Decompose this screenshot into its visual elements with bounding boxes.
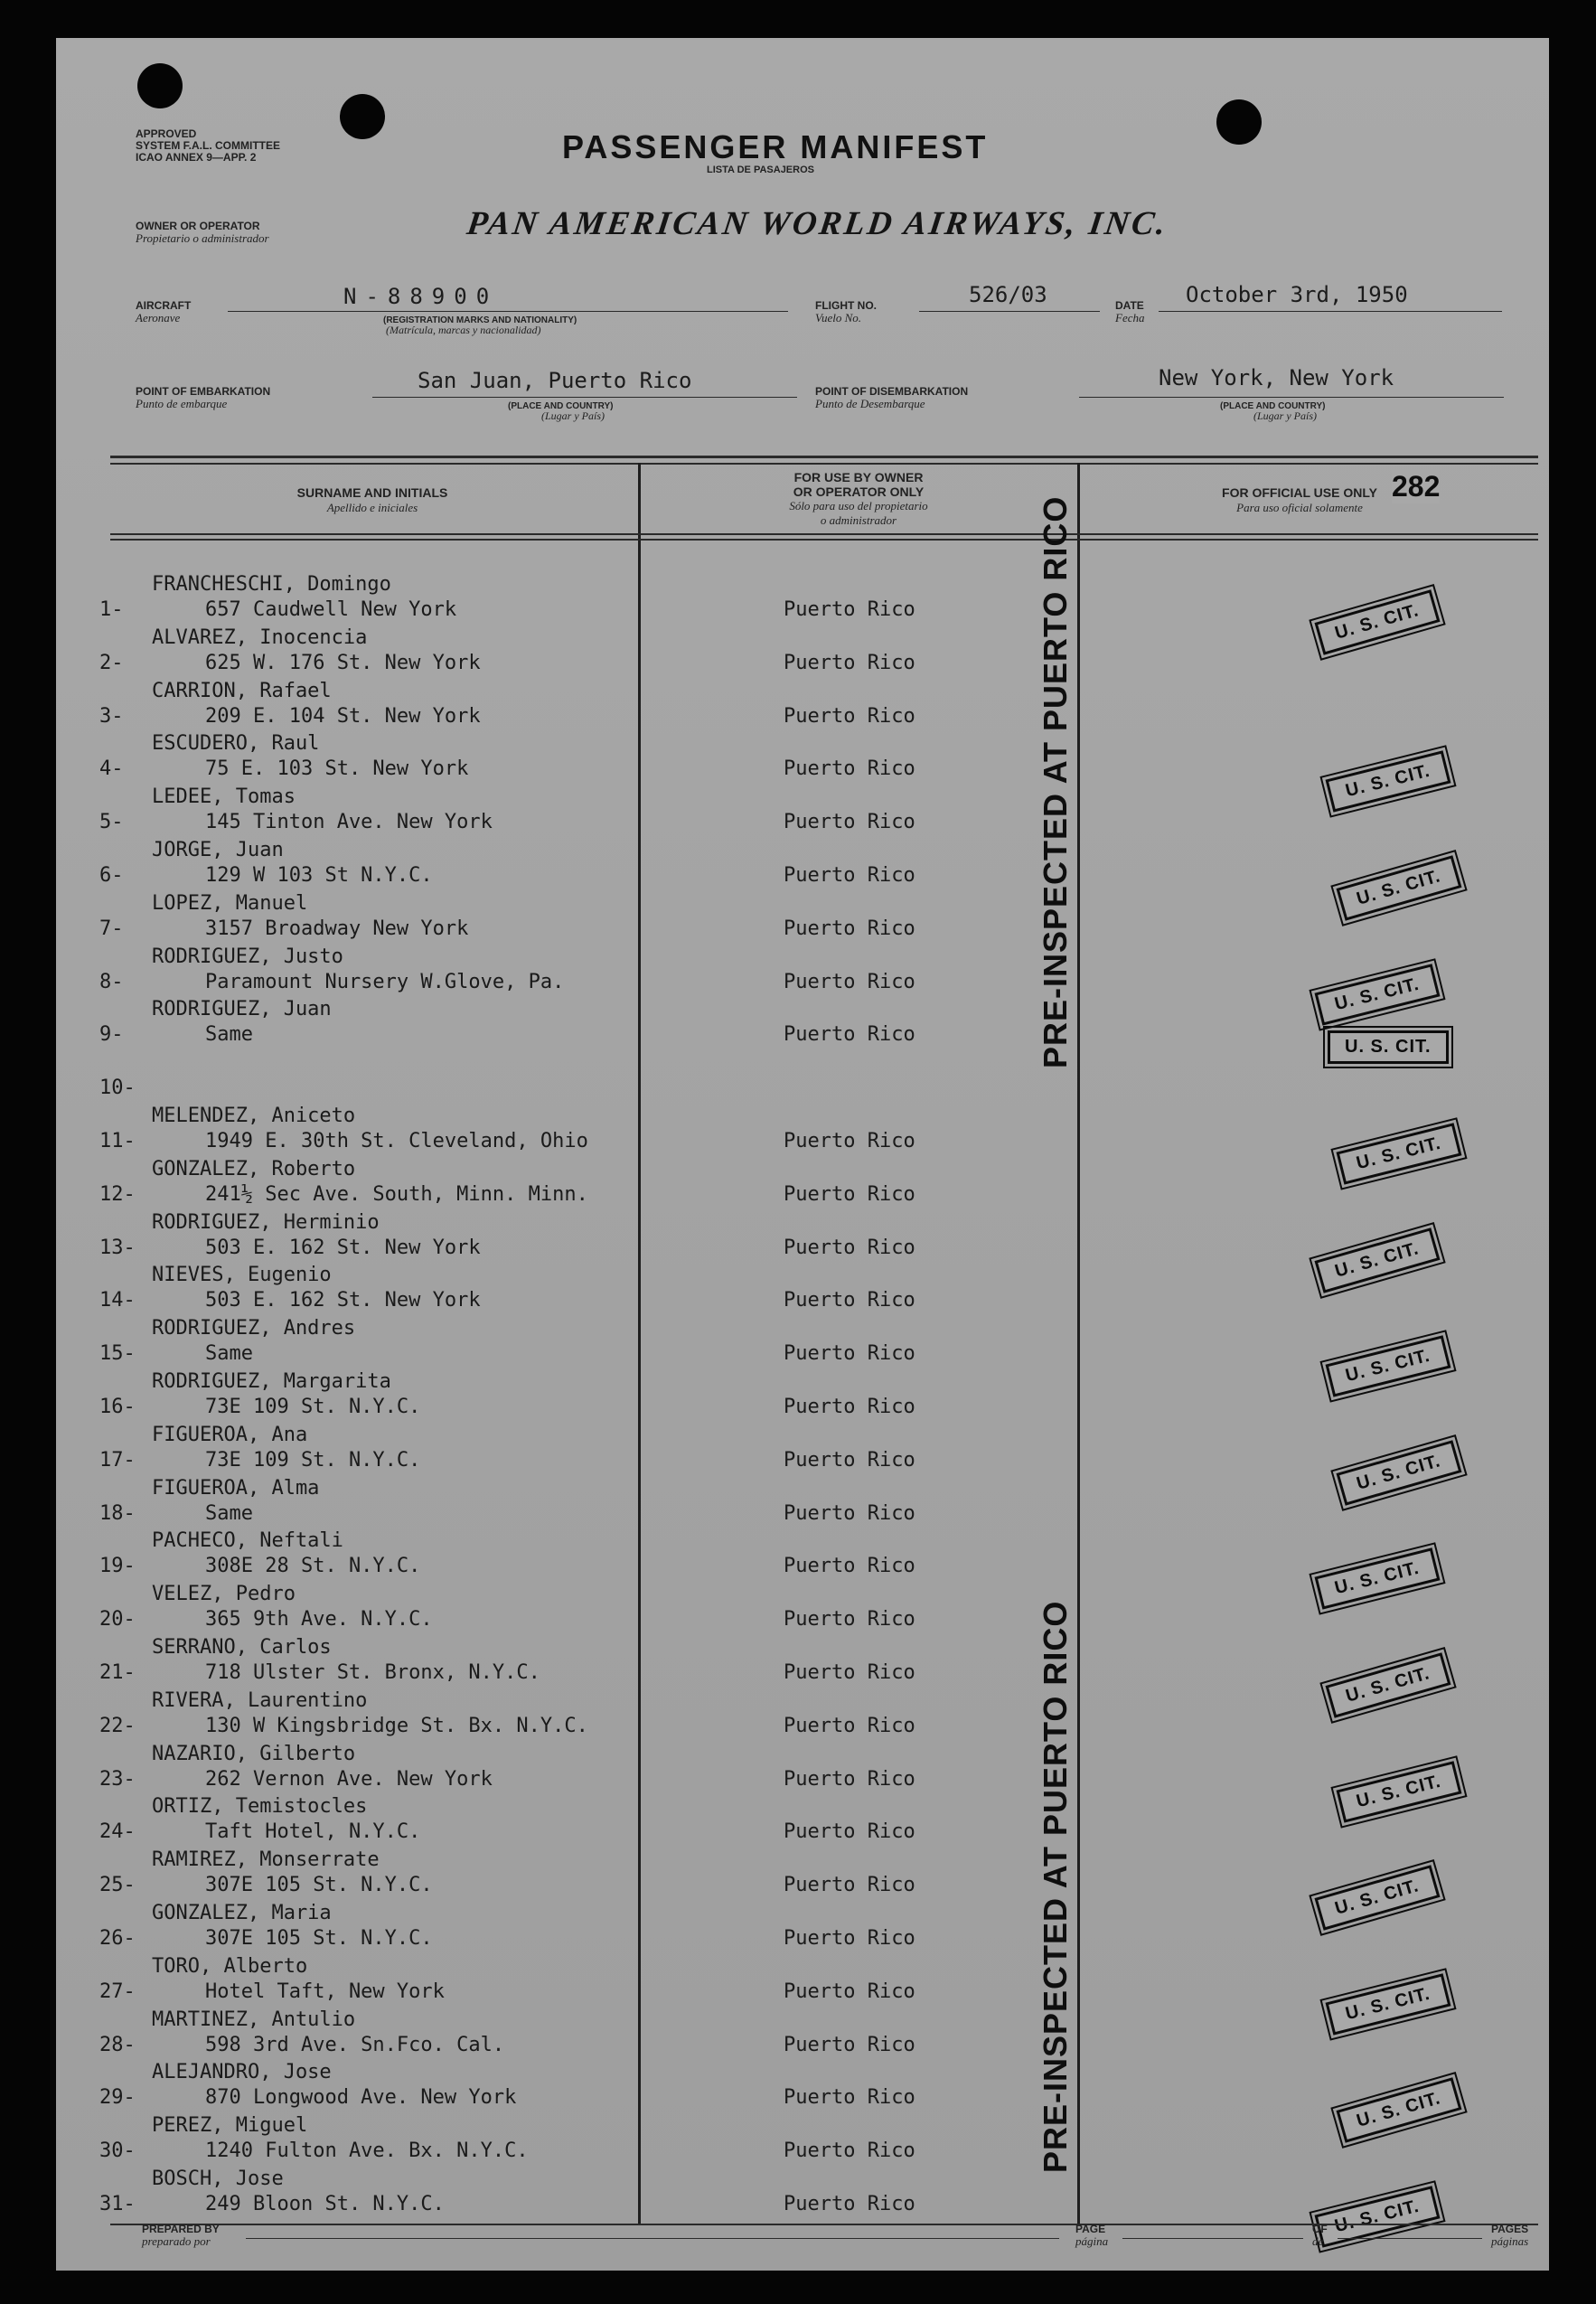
passenger-origin: Puerto Rico [784, 651, 915, 674]
row-number: 27- [99, 1980, 136, 2003]
passenger-origin: Puerto Rico [784, 1555, 915, 1578]
passenger-address: 657 Caudwell New York [205, 598, 457, 621]
column-divider [1077, 463, 1080, 2224]
place-note: (PLACE AND COUNTRY) [1220, 401, 1326, 411]
prepared-by-label-es: preparado por [142, 2234, 211, 2248]
row-number: 26- [99, 1927, 136, 1950]
passenger-origin: Puerto Rico [784, 1182, 915, 1206]
row-number: 18- [99, 1501, 136, 1525]
flight-label: FLIGHT NO. [815, 299, 877, 312]
owner-use-header-2: OR OPERATOR ONLY [793, 484, 925, 499]
passenger-name: GONZALEZ, Maria [152, 1902, 332, 1924]
passenger-name: ALVAREZ, Inocencia [152, 625, 368, 649]
passenger-name: RODRIGUEZ, Herminio [152, 1210, 380, 1234]
passenger-origin: Puerto Rico [784, 1714, 915, 1737]
owner-label-es: Propietario o administrador [136, 231, 269, 245]
us-citizen-stamp: U. S. CIT. [1326, 1336, 1451, 1397]
row-number: 6- [99, 864, 124, 887]
passenger-origin: Puerto Rico [784, 1661, 915, 1684]
us-citizen-stamp: U. S. CIT. [1336, 1440, 1461, 1505]
us-citizen-stamp: U. S. CIT. [1326, 751, 1451, 813]
passenger-address: 1949 E. 30th St. Cleveland, Ohio [205, 1130, 588, 1152]
pages-label: PAGES [1491, 2223, 1529, 2235]
passenger-address: 307E 105 St. N.Y.C. [205, 1927, 433, 1950]
row-number: 22- [99, 1714, 136, 1737]
passenger-address: Same [205, 1501, 253, 1525]
passenger-address: Same [205, 1342, 253, 1366]
place-note-es: (Lugar y País) [1253, 409, 1317, 422]
row-number: 13- [99, 1236, 136, 1259]
passenger-origin: Puerto Rico [784, 704, 915, 728]
us-citizen-stamp: U. S. CIT. [1314, 589, 1440, 654]
us-citizen-stamp: U. S. CIT. [1337, 1761, 1462, 1822]
passenger-origin: Puerto Rico [784, 1980, 915, 2003]
passenger-address: 3157 Broadway New York [205, 917, 469, 940]
us-citizen-stamp: U. S. CIT. [1336, 855, 1461, 920]
passenger-address: 130 W Kingsbridge St. Bx. N.Y.C. [205, 1714, 588, 1737]
passenger-origin: Puerto Rico [784, 1342, 915, 1366]
surname-column-header: SURNAME AND INITIALS [296, 485, 448, 500]
passenger-origin: Puerto Rico [784, 2193, 915, 2215]
passenger-name: JORGE, Juan [152, 839, 284, 861]
passenger-name: NIEVES, Eugenio [152, 1264, 332, 1287]
punch-hole [1216, 99, 1262, 145]
row-number: 24- [99, 1820, 136, 1844]
approval-line-2: SYSTEM F.A.L. COMMITTEE [136, 139, 281, 152]
passenger-origin: Puerto Rico [784, 917, 915, 940]
passenger-address: 241½ Sec Ave. South, Minn. Minn. [205, 1182, 588, 1206]
passenger-origin: Puerto Rico [784, 1767, 915, 1791]
flight-label-es: Vuelo No. [815, 311, 862, 324]
column-divider [638, 463, 641, 2224]
official-use-header-es: Para uso oficial solamente [1236, 501, 1363, 514]
row-number: 1- [99, 598, 124, 621]
row-number: 12- [99, 1182, 136, 1206]
passenger-address: 365 9th Ave. N.Y.C. [205, 1608, 433, 1632]
disembarkation-label: POINT OF DISEMBARKATION [815, 385, 969, 398]
row-number: 30- [99, 2139, 136, 2163]
passenger-name: BOSCH, Jose [152, 2168, 284, 2190]
passenger-origin: Puerto Rico [784, 1396, 915, 1418]
surname-column-header-es: Apellido e iniciales [326, 501, 418, 514]
row-number: 11- [99, 1130, 136, 1152]
passenger-origin: Puerto Rico [784, 2086, 915, 2110]
passenger-address: 209 E. 104 St. New York [205, 704, 481, 728]
us-citizen-stamp: U. S. CIT. [1328, 1030, 1449, 1064]
pre-inspected-stamp: PRE-INSPECTED AT PUERTO RICO [1037, 1600, 1074, 2173]
passenger-origin: Puerto Rico [784, 1023, 915, 1047]
row-number: 21- [99, 1661, 136, 1684]
passenger-origin: Puerto Rico [784, 1236, 915, 1259]
flight-number: 526/03 [969, 282, 1047, 307]
passenger-name: PACHECO, Neftali [152, 1529, 343, 1553]
of-label: OF [1312, 2223, 1328, 2235]
passenger-address: 598 3rd Ave. Sn.Fco. Cal. [205, 2033, 505, 2056]
passenger-address: 1240 Fulton Ave. Bx. N.Y.C. [205, 2139, 529, 2163]
table-top-rule [110, 456, 1538, 458]
us-citizen-stamp: U. S. CIT. [1314, 1227, 1440, 1293]
us-citizen-stamp: U. S. CIT. [1315, 964, 1441, 1025]
date-label: DATE [1115, 299, 1144, 312]
prepared-by-label: PREPARED BY [142, 2223, 220, 2235]
us-citizen-stamp: U. S. CIT. [1326, 1973, 1451, 2035]
passenger-name: TORO, Alberto [152, 1954, 308, 1978]
passenger-origin: Puerto Rico [784, 1874, 915, 1897]
us-citizen-stamp: U. S. CIT. [1315, 1548, 1441, 1610]
passenger-name: VELEZ, Pedro [152, 1583, 296, 1606]
row-number: 8- [99, 970, 124, 993]
row-number: 16- [99, 1396, 136, 1418]
passenger-origin: Puerto Rico [784, 1927, 915, 1950]
row-number: 5- [99, 811, 124, 834]
row-number: 15- [99, 1342, 136, 1366]
flight-date: October 3rd, 1950 [1186, 282, 1408, 307]
airline-name: PAN AMERICAN WORLD AIRWAYS, INC. [465, 205, 1171, 242]
passenger-name: ESCUDERO, Raul [152, 732, 320, 756]
of-label-es: de [1312, 2234, 1324, 2248]
passenger-address: 307E 105 St. N.Y.C. [205, 1874, 433, 1897]
punch-hole [137, 63, 183, 108]
passenger-address: 503 E. 162 St. New York [205, 1236, 481, 1259]
passenger-name: FIGUEROA, Ana [152, 1423, 308, 1446]
passenger-name: GONZALEZ, Roberto [152, 1157, 356, 1180]
us-citizen-stamp: U. S. CIT. [1336, 2078, 1461, 2143]
registration-note-es: (Matrícula, marcas y nacionalidad) [386, 324, 541, 336]
passenger-origin: Puerto Rico [784, 757, 915, 781]
passenger-name: FIGUEROA, Alma [152, 1476, 320, 1500]
row-number: 17- [99, 1448, 136, 1472]
pre-inspected-stamp: PRE-INSPECTED AT PUERTO RICO [1037, 495, 1074, 1068]
row-number: 20- [99, 1608, 136, 1632]
row-number: 28- [99, 2033, 136, 2056]
passenger-address: 145 Tinton Ave. New York [205, 811, 493, 834]
page-title: PASSENGER MANIFEST [562, 128, 989, 165]
approval-line-1: APPROVED [136, 127, 197, 140]
passenger-name: CARRION, Rafael [152, 679, 332, 702]
embarkation-label-es: Punto de embarque [136, 397, 228, 410]
page-label-es: página [1075, 2234, 1109, 2248]
us-citizen-stamp: U. S. CIT. [1315, 2186, 1441, 2247]
passenger-name: RODRIGUEZ, Juan [152, 998, 332, 1021]
aircraft-label: AIRCRAFT [136, 299, 192, 312]
passenger-name: MARTINEZ, Antulio [152, 2008, 356, 2031]
passenger-address: Paramount Nursery W.Glove, Pa. [205, 970, 565, 993]
passenger-address: 718 Ulster St. Bronx, N.Y.C. [205, 1661, 540, 1684]
owner-label: OWNER OR OPERATOR [136, 220, 260, 232]
row-number: 25- [99, 1874, 136, 1897]
passenger-origin: Puerto Rico [784, 970, 915, 993]
passenger-origin: Puerto Rico [784, 811, 915, 834]
page-subtitle: LISTA DE PASAJEROS [707, 165, 814, 175]
owner-use-header-es-1: Sólo para uso del propietario [789, 499, 928, 513]
pages-label-es: páginas [1491, 2234, 1529, 2248]
passenger-address: 75 E. 103 St. New York [205, 757, 469, 781]
passenger-address: 308E 28 St. N.Y.C. [205, 1555, 421, 1578]
passenger-origin: Puerto Rico [784, 2033, 915, 2056]
embarkation-label: POINT OF EMBARKATION [136, 385, 271, 398]
registration-note: (REGISTRATION MARKS AND NATIONALITY) [383, 315, 577, 325]
owner-use-header-1: FOR USE BY OWNER [793, 470, 924, 484]
passenger-address: Taft Hotel, N.Y.C. [205, 1820, 421, 1844]
aircraft-registration: N-88900 [343, 284, 499, 309]
passenger-origin: Puerto Rico [784, 1448, 915, 1472]
approval-line-3: ICAO ANNEX 9—APP. 2 [136, 151, 257, 164]
row-number: 4- [99, 757, 124, 781]
passenger-origin: Puerto Rico [784, 864, 915, 887]
passenger-origin: Puerto Rico [784, 1289, 915, 1312]
row-number: 7- [99, 917, 124, 940]
row-number: 31- [99, 2193, 136, 2215]
passenger-name: FRANCHESCHI, Domingo [152, 573, 391, 596]
official-use-header: FOR OFFICIAL USE ONLY [1222, 485, 1377, 500]
row-number: 14- [99, 1289, 136, 1312]
passenger-address: 262 Vernon Ave. New York [205, 1767, 493, 1791]
passenger-name: RODRIGUEZ, Margarita [152, 1370, 391, 1393]
row-number: 19- [99, 1555, 136, 1578]
passenger-name: RODRIGUEZ, Justo [152, 945, 343, 968]
passenger-origin: Puerto Rico [784, 1130, 915, 1152]
row-number: 3- [99, 704, 124, 728]
passenger-origin: Puerto Rico [784, 598, 915, 621]
passenger-name: ALEJANDRO, Jose [152, 2061, 332, 2084]
passenger-address: 503 E. 162 St. New York [205, 1289, 481, 1312]
passenger-origin: Puerto Rico [784, 2139, 915, 2163]
us-citizen-stamp: U. S. CIT. [1314, 1865, 1440, 1930]
passenger-origin: Puerto Rico [784, 1501, 915, 1525]
manifest-document [56, 38, 1549, 2271]
us-citizen-stamp: U. S. CIT. [1337, 1123, 1462, 1184]
passenger-address: Hotel Taft, New York [205, 1980, 445, 2003]
passenger-name: LEDEE, Tomas [152, 785, 296, 809]
passenger-name: ORTIZ, Temistocles [152, 1795, 368, 1819]
passenger-address: Same [205, 1023, 253, 1047]
us-citizen-stamp: U. S. CIT. [1325, 1652, 1450, 1717]
page-stamp-number: 282 [1392, 470, 1441, 503]
passenger-name: NAZARIO, Gilberto [152, 1742, 356, 1765]
passenger-name: MELENDEZ, Aniceto [152, 1105, 356, 1127]
place-note: (PLACE AND COUNTRY) [508, 401, 614, 411]
punch-hole [340, 94, 385, 139]
passenger-origin: Puerto Rico [784, 1608, 915, 1632]
passenger-name: LOPEZ, Manuel [152, 891, 308, 915]
place-note-es: (Lugar y País) [541, 409, 605, 422]
embarkation-point: San Juan, Puerto Rico [418, 368, 692, 393]
passenger-address: 129 W 103 St N.Y.C. [205, 864, 433, 887]
disembarkation-point: New York, New York [1159, 365, 1394, 390]
passenger-name: PEREZ, Miguel [152, 2114, 308, 2138]
disembarkation-label-es: Punto de Desembarque [815, 397, 925, 410]
aircraft-label-es: Aeronave [136, 311, 181, 324]
passenger-address: 73E 109 St. N.Y.C. [205, 1448, 421, 1472]
row-number: 23- [99, 1767, 136, 1791]
row-number: 10- [99, 1077, 136, 1100]
passenger-name: RIVERA, Laurentino [152, 1688, 368, 1712]
passenger-address: 249 Bloon St. N.Y.C. [205, 2193, 445, 2215]
passenger-name: RAMIREZ, Monserrate [152, 1848, 380, 1872]
date-label-es: Fecha [1115, 311, 1145, 324]
passenger-address: 625 W. 176 St. New York [205, 651, 481, 674]
row-number: 9- [99, 1023, 124, 1047]
passenger-origin: Puerto Rico [784, 1820, 915, 1844]
passenger-address: 73E 109 St. N.Y.C. [205, 1396, 421, 1418]
row-number: 29- [99, 2086, 136, 2110]
passenger-address: 870 Longwood Ave. New York [205, 2086, 517, 2110]
passenger-name: RODRIGUEZ, Andres [152, 1317, 356, 1340]
row-number: 2- [99, 651, 124, 674]
passenger-name: SERRANO, Carlos [152, 1636, 332, 1659]
page-label: PAGE [1075, 2223, 1106, 2235]
owner-use-header-es-2: o administrador [820, 513, 897, 527]
